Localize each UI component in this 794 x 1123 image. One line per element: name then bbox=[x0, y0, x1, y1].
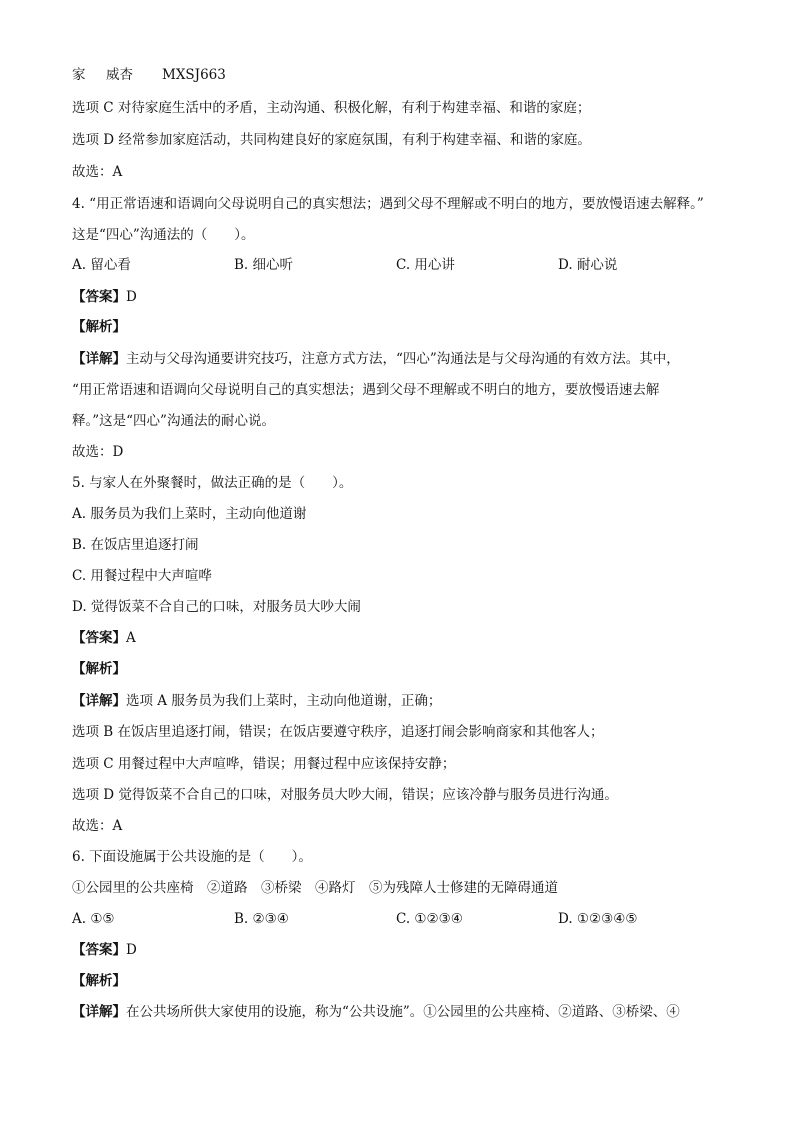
q3-option-c-analysis: 选项 C 对待家庭生活中的矛盾，主动沟通、积极化解，有利于构建幸福、和谐的家庭； bbox=[72, 100, 591, 116]
q5-choose: 故选：A bbox=[72, 818, 123, 834]
q5-analysis-tag: 【解析】 bbox=[72, 661, 126, 677]
q3-option-d-analysis: 选项 D 经常参加家庭活动，共同构建良好的家庭氛围，有利于构建幸福、和谐的家庭。 bbox=[72, 132, 591, 148]
q6-option-b: B. ②③④ bbox=[234, 911, 289, 927]
q6-option-d: D. ①②③④⑤ bbox=[558, 911, 638, 927]
q4-analysis-tag: 【解析】 bbox=[72, 319, 126, 335]
q4-stem-line2: 这是“四心”沟通法的（ ）。 bbox=[72, 227, 255, 243]
detail-tag: 【详解】 bbox=[72, 351, 126, 367]
q6-option-c: C. ①②③④ bbox=[396, 911, 463, 927]
detail-text: 主动与父母沟通要讲究技巧，注意方式方法，“四心”沟通法是与父母沟通的有效方法。其中， bbox=[126, 351, 680, 367]
q4-option-c: C. 用心讲 bbox=[396, 257, 455, 273]
q4-option-d: D. 耐心说 bbox=[558, 257, 618, 273]
q5-option-c: C. 用餐过程中大声喧哗 bbox=[72, 568, 212, 584]
q3-choose: 故选：A bbox=[72, 164, 123, 180]
q4-answer bbox=[72, 288, 732, 306]
q6-options bbox=[72, 910, 732, 928]
answer-tag: 【答案】 bbox=[72, 630, 126, 646]
detail-tag: 【详解】 bbox=[72, 693, 126, 709]
answer-value: D bbox=[126, 942, 137, 958]
q4-stem-line1: 4. “用正常语速和语调向父母说明自己的真实想法；遇到父母不理解或不明白的地方，要放慢语速去解释。” bbox=[72, 196, 704, 212]
detail-text: 在公共场所供大家使用的设施，称为“公共设施”。①公园里的公共座椅、②道路、③桥梁、④ bbox=[126, 1004, 680, 1020]
q4-detail-line1 bbox=[72, 350, 732, 368]
detail-tag: 【详解】 bbox=[72, 1004, 126, 1020]
q4-option-a: A. 留心看 bbox=[72, 257, 131, 273]
answer-tag: 【答案】 bbox=[72, 942, 126, 958]
q5-detail-line2: 选项 B 在饭店里追逐打闹，错误；在饭店要遵守秩序，追逐打闹会影响商家和其他客人； bbox=[72, 724, 604, 740]
detail-text: 选项 A 服务员为我们上菜时，主动向他道谢，正确； bbox=[126, 693, 442, 709]
header-char: 家 bbox=[72, 67, 86, 83]
q4-detail-line2: “用正常语速和语调向父母说明自己的真实想法；遇到父母不理解或不明白的地方，要放慢语速去解 bbox=[72, 382, 660, 398]
q6-stem: 6. 下面设施属于公共设施的是（ ）。 bbox=[72, 849, 312, 865]
q4-option-b: B. 细心听 bbox=[234, 257, 294, 273]
answer-tag: 【答案】 bbox=[72, 289, 126, 305]
header-code: MXSJ663 bbox=[162, 67, 226, 83]
q5-answer bbox=[72, 629, 732, 647]
q4-choose: 故选：D bbox=[72, 444, 124, 460]
q5-option-a: A. 服务员为我们上菜时，主动向他道谢 bbox=[72, 506, 307, 522]
q4-options bbox=[72, 256, 732, 274]
page-header bbox=[72, 66, 732, 84]
q5-stem: 5. 与家人在外聚餐时，做法正确的是（ ）。 bbox=[72, 475, 353, 491]
answer-value: A bbox=[126, 630, 136, 646]
q5-detail-line3: 选项 C 用餐过程中大声喧哗，错误；用餐过程中应该保持安静； bbox=[72, 756, 456, 772]
q5-option-d: D. 觉得饭菜不合自己的口味，对服务员大吵大闹 bbox=[72, 599, 361, 615]
q6-answer bbox=[72, 941, 732, 959]
q5-option-b: B. 在饭店里追逐打闹 bbox=[72, 537, 199, 553]
q5-detail-line4: 选项 D 觉得饭菜不合自己的口味，对服务员大吵大闹，错误；应该冷静与服务员进行沟通。 bbox=[72, 787, 618, 803]
q6-option-a: A. ①⑤ bbox=[72, 911, 115, 927]
q6-items: ①公园里的公共座椅 ②道路 ③桥梁 ④路灯 ⑤为残障人士修建的无障碍通道 bbox=[72, 880, 558, 896]
q5-detail-line1 bbox=[72, 692, 732, 710]
q6-analysis-tag: 【解析】 bbox=[72, 973, 126, 989]
q4-detail-line3: 释。”这是“四心”沟通法的耐心说。 bbox=[72, 413, 275, 429]
header-name: 威杏 bbox=[106, 67, 133, 83]
q6-detail-line1 bbox=[72, 1003, 732, 1021]
answer-value: D bbox=[126, 289, 137, 305]
